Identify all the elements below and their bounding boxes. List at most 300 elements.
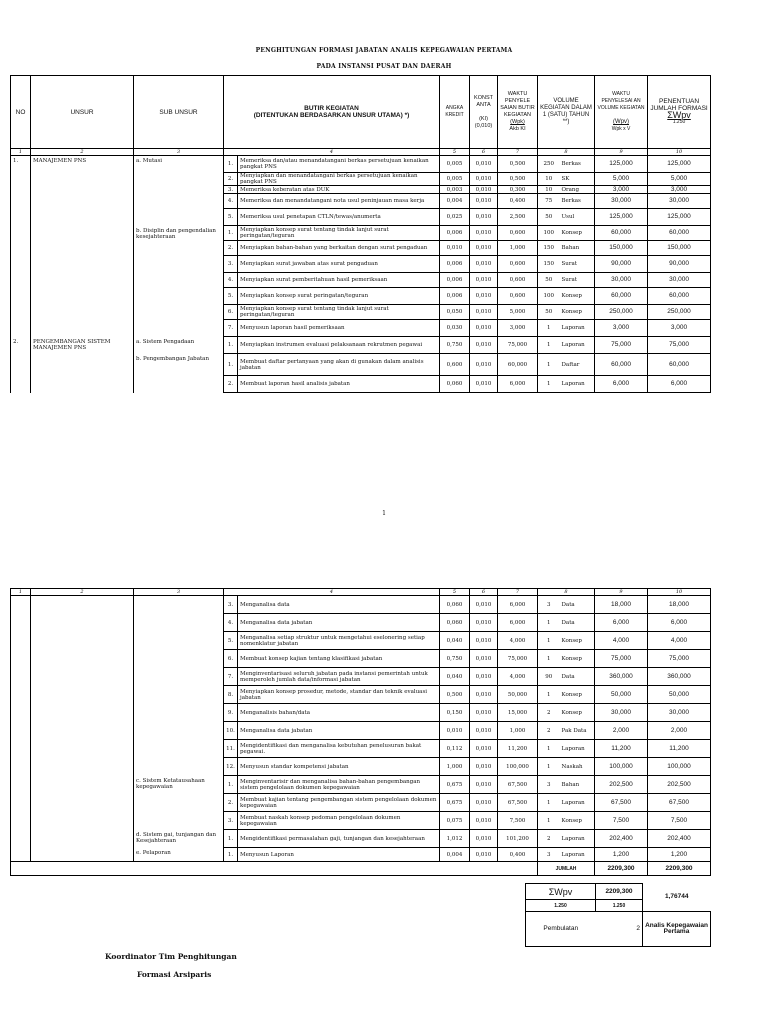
row-konstanta: 0,010 [470,337,498,354]
sigma-label: ΣWpv [526,884,596,900]
row-sub-unsur [134,668,224,686]
row-satuan: Pak Data [560,722,595,740]
row-butir-number: 1. [224,830,238,848]
row-volume: 1 [538,376,560,393]
row-satuan: Naskah [560,758,595,776]
row-satuan: Konsep [560,650,595,668]
row-formasi: 3,000 [648,320,711,337]
jumlah-row [11,862,711,876]
row-butir: Memeriksa dan/atau menandatangani berkas persetujuan kenaikan pangkat PNS [238,156,440,173]
row-butir-number: 4. [224,273,238,288]
col-num: 4 [224,149,440,156]
table-row [11,226,711,241]
row-no [11,305,31,320]
row-satuan: Bahan [560,776,595,794]
row-no [11,376,31,393]
row-wpv: 30,000 [595,704,648,722]
row-butir-number: 1. [224,337,238,354]
row-sub-unsur [134,686,224,704]
row-unsur [31,668,134,686]
row-formasi: 90,000 [648,256,711,273]
row-angka-kredit: 0,675 [440,794,470,812]
row-no [11,256,31,273]
row-no [11,194,31,209]
row-no [11,596,31,614]
row-volume: 250 [538,156,560,173]
row-butir-number: 1. [224,776,238,794]
row-volume: 1 [538,320,560,337]
row-butir: Menginventarisir dan menganalisa bahan-bahan pengembangan sistem pengelolaan dokumen kepegawaian [238,776,440,794]
row-unsur [31,354,134,376]
row-no [11,273,31,288]
formasi-table-page1 [10,75,711,393]
row-satuan: Berkas [560,156,595,173]
table-row [11,194,711,209]
row-konstanta: 0,010 [470,848,498,862]
row-angka-kredit: 0,005 [440,173,470,186]
header-konstanta [470,76,498,149]
row-butir-number: 4. [224,194,238,209]
table-row [11,173,711,186]
col-num: 8 [538,589,595,596]
table-row [11,256,711,273]
row-unsur [31,273,134,288]
row-no [11,173,31,186]
header-volume: VOLUME KEGIATAN DALAM 1 (SATU) TAHUN **) [538,76,595,149]
row-sub-unsur [134,632,224,650]
row-angka-kredit: 0,750 [440,650,470,668]
row-satuan: Konsep [560,812,595,830]
table-row [11,596,711,614]
row-wpk: 1,000 [498,722,538,740]
col-num: 8 [538,149,595,156]
row-unsur [31,241,134,256]
row-formasi: 4,000 [648,632,711,650]
row-angka-kredit: 0,750 [440,337,470,354]
row-butir-number: 2. [224,241,238,256]
row-butir: Membuat naskah konsep pedoman pengelolaan dokumen kepegawaian [238,812,440,830]
table-row [11,337,711,354]
row-butir: Menyiapkan konsep surat tentang tindak lanjut surat peringatan/teguran [238,226,440,241]
row-butir: Memeriksa usul penetapan CTLN/tewas/anumerta [238,209,440,226]
row-konstanta: 0,010 [470,722,498,740]
row-wpk: 101,200 [498,830,538,848]
row-wpv: 30,000 [595,194,648,209]
row-angka-kredit: 0,050 [440,305,470,320]
row-no [11,848,31,862]
row-satuan: Konsep [560,288,595,305]
row-volume: 10 [538,186,560,194]
row-konstanta: 0,010 [470,376,498,393]
row-satuan: Konsep [560,686,595,704]
row-angka-kredit: 0,075 [440,812,470,830]
row-volume: 1 [538,740,560,758]
col-num: 4 [224,589,440,596]
row-butir-number: 2. [224,794,238,812]
row-wpv: 6,000 [595,614,648,632]
row-butir: Menyiapkan konsep surat tentang tindak lanjut surat peringatan/teguran [238,305,440,320]
row-unsur [31,686,134,704]
signature-line2: Formasi Arsiparis [137,970,212,979]
col-num: 1 [11,149,31,156]
row-no [11,354,31,376]
row-wpv: 30,000 [595,273,648,288]
row-butir-number: 3. [224,812,238,830]
row-wpk: 4,000 [498,668,538,686]
row-unsur [31,305,134,320]
row-wpv: 75,000 [595,650,648,668]
col-num: 5 [440,589,470,596]
row-butir-number: 10. [224,722,238,740]
row-wpv: 125,000 [595,156,648,173]
row-formasi: 6,000 [648,376,711,393]
row-wpk: 2,500 [498,209,538,226]
header-penentuan-label: PENENTUAN JUMLAH FORMASI [650,98,708,112]
row-sub-unsur: e. Pelaporan [134,848,224,862]
row-satuan: Konsep [560,305,595,320]
row-formasi: 60,000 [648,226,711,241]
row-satuan: Laporan [560,376,595,393]
row-konstanta: 0,010 [470,704,498,722]
row-wpv: 125,000 [595,209,648,226]
row-no: 2. [11,337,31,354]
row-sub-unsur [134,186,224,194]
row-angka-kredit: 0,150 [440,704,470,722]
row-formasi: 150,000 [648,241,711,256]
row-formasi: 250,000 [648,305,711,320]
col-num: 2 [31,149,134,156]
row-no [11,830,31,848]
row-volume: 1 [538,758,560,776]
table-row [11,288,711,305]
row-no [11,722,31,740]
header-angka-kredit: ANGKA KREDIT [440,76,470,149]
row-volume: 10 [538,173,560,186]
row-unsur [31,288,134,305]
header-waktu-val: Akb KI [509,126,526,132]
row-formasi: 30,000 [648,273,711,288]
row-satuan: Laporan [560,794,595,812]
row-formasi: 75,000 [648,650,711,668]
row-wpv: 7,500 [595,812,648,830]
row-wpv: 67,500 [595,794,648,812]
row-wpv: 1,200 [595,848,648,862]
row-butir-number: 3. [224,256,238,273]
header-row [11,76,711,149]
table-row [11,686,711,704]
row-konstanta: 0,010 [470,241,498,256]
row-volume: 1 [538,354,560,376]
row-sub-unsur [134,256,224,273]
row-butir: Memeriksa dan menandatangani nota usul peninjauan masa kerja [238,194,440,209]
row-butir-number: 8. [224,686,238,704]
row-angka-kredit: 0,600 [440,354,470,376]
row-butir: Mengidentifikasi permasalahan gaji, tunjangan dan kesejahteraan [238,830,440,848]
col-num: 5 [440,149,470,156]
row-volume: 3 [538,596,560,614]
row-no: 1. [11,156,31,173]
header-waktu-volume [595,76,648,149]
col-num: 9 [595,589,648,596]
row-volume: 50 [538,209,560,226]
row-sub-unsur: a. Mutasi [134,156,224,173]
row-satuan: Laporan [560,830,595,848]
row-angka-kredit: 0,060 [440,614,470,632]
pembulatan-value: 2 [596,912,643,947]
table-row [11,209,711,226]
row-angka-kredit: 0,025 [440,209,470,226]
col-num: 10 [648,589,711,596]
row-unsur [31,722,134,740]
row-sub-unsur [134,194,224,209]
header-butir-label: BUTIR KEGIATAN [304,105,359,112]
row-butir: Membuat daftar pertanyaan yang akan di gunakan dalam analisis jabatan [238,354,440,376]
row-no [11,288,31,305]
row-butir: Memeriksa keberatan atas DUK [238,186,440,194]
row-no [11,650,31,668]
row-wpv: 60,000 [595,226,648,241]
table-row [11,794,711,812]
row-konstanta: 0,010 [470,320,498,337]
row-formasi: 360,000 [648,668,711,686]
row-satuan: Data [560,596,595,614]
row-wpk: 67,500 [498,776,538,794]
row-wpk: 0,600 [498,226,538,241]
row-satuan: Data [560,614,595,632]
row-satuan: Daftar [560,354,595,376]
row-volume: 100 [538,288,560,305]
row-butir-number: 9. [224,704,238,722]
row-konstanta: 0,010 [470,632,498,650]
row-angka-kredit: 0,060 [440,596,470,614]
row-wpk: 5,000 [498,305,538,320]
table-row [11,376,711,393]
row-formasi: 30,000 [648,704,711,722]
row-angka-kredit: 0,030 [440,320,470,337]
row-butir: Menyiapkan surat pemberitahuan hasil pemeriksaan [238,273,440,288]
row-satuan: Konsep [560,226,595,241]
signature-line1: Koordinator Tim Penghitungan [105,952,237,961]
row-satuan: Data [560,668,595,686]
row-butir-number: 2. [224,173,238,186]
row-butir-number: 4. [224,614,238,632]
header-waktu-label: WAKTU PENYELE SAIAN BUTIR KEGIATAN [500,91,535,118]
row-wpv: 100,000 [595,758,648,776]
row-wpk: 75,000 [498,337,538,354]
row-wpv: 3,000 [595,186,648,194]
row-wpk: 4,000 [498,632,538,650]
table-row [11,614,711,632]
row-unsur [31,848,134,862]
row-volume: 1 [538,632,560,650]
row-wpv: 50,000 [595,686,648,704]
row-butir: Menginventarisasi seluruh jabatan pada instansi pemerintah untuk memperoleh jumlah data/informasi jabatan [238,668,440,686]
row-sub-unsur: a. Sistem Pengadaan [134,337,224,354]
header-waktu-volume-val: Wpk x V [611,126,631,132]
table-row [11,320,711,337]
row-angka-kredit: 0,010 [440,241,470,256]
row-wpk: 50,000 [498,686,538,704]
row-formasi: 11,200 [648,740,711,758]
header-waktu-volume-sub: (Wpv) [613,119,630,125]
row-butir-number: 5. [224,209,238,226]
row-konstanta: 0,010 [470,614,498,632]
jumlah-label: JUMLAH [538,862,595,876]
row-unsur [31,650,134,668]
row-no [11,740,31,758]
row-sub-unsur [134,650,224,668]
row-sub-unsur [134,704,224,722]
row-konstanta: 0,010 [470,758,498,776]
row-konstanta: 0,010 [470,256,498,273]
row-butir-number: 5. [224,632,238,650]
row-butir: Membuat konsep kajian tentang klasifikasi jabatan [238,650,440,668]
row-satuan: Bahan [560,241,595,256]
row-wpk: 0,500 [498,156,538,173]
row-butir: Menyiapkan dan menandatangani berkas persetujuan kenaikan pangkat PNS [238,173,440,186]
row-konstanta: 0,010 [470,273,498,288]
row-satuan: Laporan [560,337,595,354]
row-sub-unsur [134,376,224,393]
row-butir-number: 1. [224,156,238,173]
row-wpk: 15,000 [498,704,538,722]
row-wpk: 60,000 [498,354,538,376]
row-sub-unsur [134,320,224,337]
row-wpk: 6,000 [498,596,538,614]
row-formasi: 5,000 [648,173,711,186]
header-konstanta-label: KONST ANTA [474,94,493,108]
column-number-row [11,149,711,156]
header-no: NO [11,76,31,149]
row-konstanta: 0,010 [470,686,498,704]
row-konstanta: 0,010 [470,186,498,194]
row-unsur [31,376,134,393]
table-row [11,830,711,848]
row-satuan: Laporan [560,320,595,337]
row-angka-kredit: 0,040 [440,632,470,650]
row-konstanta: 0,010 [470,830,498,848]
row-wpk: 6,000 [498,614,538,632]
row-angka-kredit: 0,006 [440,226,470,241]
row-wpk: 3,000 [498,320,538,337]
row-butir: Membuat kajian tentang pengembangan sistem pengelolaan dokumen kepegawaian [238,794,440,812]
row-formasi: 50,000 [648,686,711,704]
row-wpv: 250,000 [595,305,648,320]
column-number-row [11,589,711,596]
row-wpv: 60,000 [595,288,648,305]
row-butir: Mengidentifikasi dan menganalisa kebutuhan penelusuran bakat pegawai. [238,740,440,758]
row-unsur [31,320,134,337]
row-butir: Menganalisis bahan/data [238,704,440,722]
table-row [11,758,711,776]
row-konstanta: 0,010 [470,650,498,668]
header-waktu [498,76,538,149]
row-angka-kredit: 0,060 [440,376,470,393]
row-wpk: 7,500 [498,812,538,830]
row-sub-unsur [134,794,224,812]
row-butir: Menyiapkan bahan-bahan yang berkaitan dengan surat pengaduan [238,241,440,256]
row-angka-kredit: 0,004 [440,194,470,209]
row-unsur [31,226,134,241]
row-volume: 75 [538,194,560,209]
row-unsur: PENGEMBANGAN SISTEM MANAJEMEN PNS [31,337,134,354]
row-volume: 1 [538,614,560,632]
col-num: 9 [595,149,648,156]
header-penentuan-val: 1.250 [672,119,686,125]
col-num: 3 [134,149,224,156]
row-formasi: 202,400 [648,830,711,848]
row-no [11,758,31,776]
document-title: PENGHITUNGAN FORMASI JABATAN ANALIS KEPEGAWAIAN PERTAMA [255,47,513,54]
row-angka-kredit: 0,006 [440,256,470,273]
row-butir: Menyusun Laporan [238,848,440,862]
row-satuan: Laporan [560,848,595,862]
row-angka-kredit: 0,010 [440,722,470,740]
row-wpk: 0,600 [498,273,538,288]
row-konstanta: 0,010 [470,305,498,320]
row-wpv: 360,000 [595,668,648,686]
row-konstanta: 0,010 [470,226,498,241]
row-wpv: 150,000 [595,241,648,256]
row-volume: 2 [538,830,560,848]
row-wpk: 6,000 [498,376,538,393]
row-butir-number: 7. [224,668,238,686]
row-wpv: 90,000 [595,256,648,273]
row-no [11,686,31,704]
row-formasi: 67,500 [648,794,711,812]
row-no [11,226,31,241]
header-penentuan-sym: ΣWpv [667,110,691,120]
divisor-2: 1.250 [596,900,643,912]
row-volume: 2 [538,704,560,722]
row-no [11,776,31,794]
row-angka-kredit: 0,675 [440,776,470,794]
row-no [11,632,31,650]
row-unsur: MANAJEMEN PNS [31,156,134,173]
col-num: 6 [470,589,498,596]
header-unsur: UNSUR [31,76,134,149]
header-sub-unsur: SUB UNSUR [134,76,224,149]
row-satuan: Surat [560,256,595,273]
row-unsur [31,209,134,226]
row-butir-number: 3. [224,186,238,194]
row-unsur [31,830,134,848]
jumlah-wpv: 2209,300 [595,862,648,876]
table-row [11,354,711,376]
sigma-value: 2209,300 [596,884,643,900]
divisor-1: 1.250 [526,900,596,912]
header-waktu-sub: (Wpk) [510,119,525,125]
row-butir-number: 1. [224,354,238,376]
row-angka-kredit: 1,000 [440,758,470,776]
row-konstanta: 0,010 [470,668,498,686]
row-butir: Membuat laporan hasil analisis jabatan [238,376,440,393]
row-volume: 3 [538,776,560,794]
row-butir-number: 7. [224,320,238,337]
table-row [11,305,711,320]
row-angka-kredit: 0,003 [440,186,470,194]
row-unsur [31,614,134,632]
row-wpv: 60,000 [595,354,648,376]
row-butir: Menyusun standar kompetensi jabatan [238,758,440,776]
row-angka-kredit: 0,005 [440,156,470,173]
table-row [11,241,711,256]
row-wpk: 0,600 [498,256,538,273]
row-konstanta: 0,010 [470,740,498,758]
row-sub-unsur [134,209,224,226]
row-sub-unsur [134,273,224,288]
row-formasi: 1,200 [648,848,711,862]
